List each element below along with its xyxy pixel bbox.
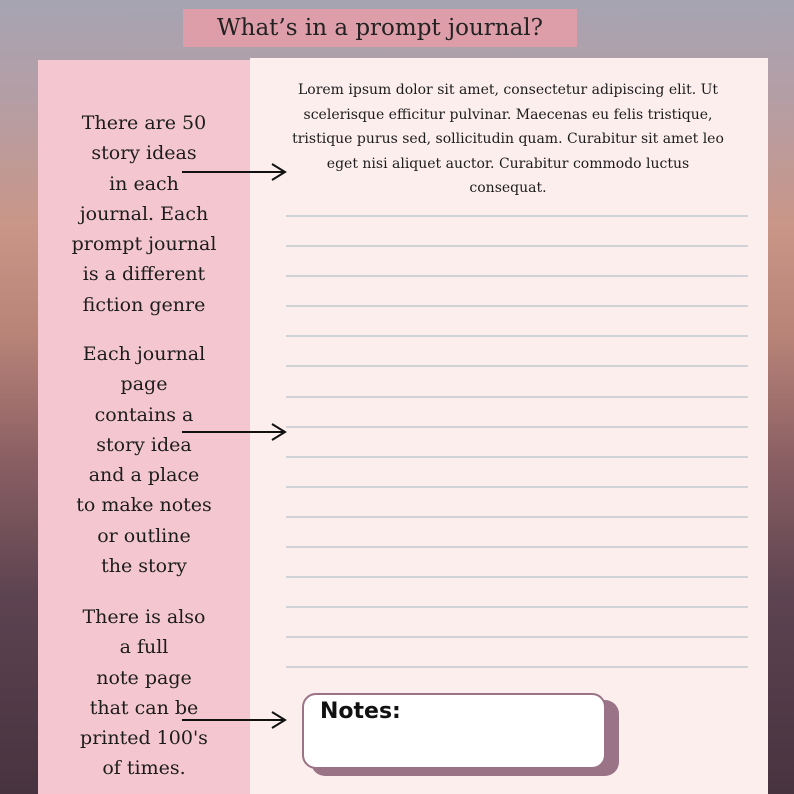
writing-line bbox=[286, 636, 748, 638]
page-title: What’s in a prompt journal? bbox=[217, 15, 543, 41]
description-line: in each bbox=[109, 172, 179, 195]
writing-line bbox=[286, 305, 748, 307]
writing-line bbox=[286, 215, 748, 217]
notes-label: Notes: bbox=[320, 699, 401, 724]
writing-line bbox=[286, 606, 748, 608]
writing-line bbox=[286, 546, 748, 548]
story-idea-text bbox=[268, 78, 748, 201]
description-line: story ideas bbox=[91, 142, 197, 165]
title-banner bbox=[183, 9, 577, 47]
writing-line bbox=[286, 576, 748, 578]
writing-line bbox=[286, 426, 748, 428]
arrow-right-icon bbox=[180, 161, 290, 183]
writing-line bbox=[286, 516, 748, 518]
description-line: and a place bbox=[88, 464, 200, 487]
writing-line bbox=[286, 275, 748, 277]
description-line: story idea bbox=[96, 433, 192, 456]
description-line: that can be bbox=[89, 696, 199, 719]
description-line: fiction genre bbox=[82, 293, 206, 316]
description-line: There are 50 bbox=[81, 112, 207, 134]
description-line: contains a bbox=[94, 403, 194, 426]
description-line: prompt journal bbox=[71, 233, 217, 256]
description-line: Each journal bbox=[82, 343, 206, 365]
description-journal-page bbox=[38, 339, 250, 581]
description-line: page bbox=[120, 373, 168, 396]
writing-line bbox=[286, 666, 748, 668]
story-idea-line: eget nisi aliquet auctor. Curabitur commodo luctus bbox=[326, 155, 690, 172]
writing-line bbox=[286, 335, 748, 337]
description-line: of times. bbox=[102, 757, 186, 780]
description-line: is a different bbox=[82, 263, 206, 286]
description-story-ideas bbox=[38, 108, 250, 320]
writing-line bbox=[286, 365, 748, 367]
description-line: printed 100's bbox=[80, 727, 208, 750]
arrow-right-icon bbox=[180, 421, 290, 443]
story-idea-line: scelerisque efficitur pulvinar. Maecenas eu felis tristique, bbox=[303, 106, 713, 123]
story-idea-line: consequat. bbox=[469, 180, 547, 196]
description-line: There is also bbox=[82, 606, 206, 628]
story-idea-line: tristique purus sed, sollicitudin quam. Curabitur sit amet leo bbox=[292, 131, 724, 147]
writing-line bbox=[286, 245, 748, 247]
description-note-page bbox=[38, 602, 250, 784]
writing-line bbox=[286, 396, 748, 398]
description-line: journal. Each bbox=[79, 202, 209, 225]
description-line: the story bbox=[101, 555, 187, 578]
description-line: a full bbox=[119, 636, 169, 659]
writing-line bbox=[286, 456, 748, 458]
story-idea-line: Lorem ipsum dolor sit amet, consectetur adipiscing elit. Ut bbox=[297, 82, 719, 98]
description-line: or outline bbox=[97, 524, 191, 547]
writing-line bbox=[286, 486, 748, 488]
description-line: note page bbox=[96, 666, 192, 689]
description-line: to make notes bbox=[76, 494, 212, 517]
arrow-right-icon bbox=[180, 709, 290, 731]
